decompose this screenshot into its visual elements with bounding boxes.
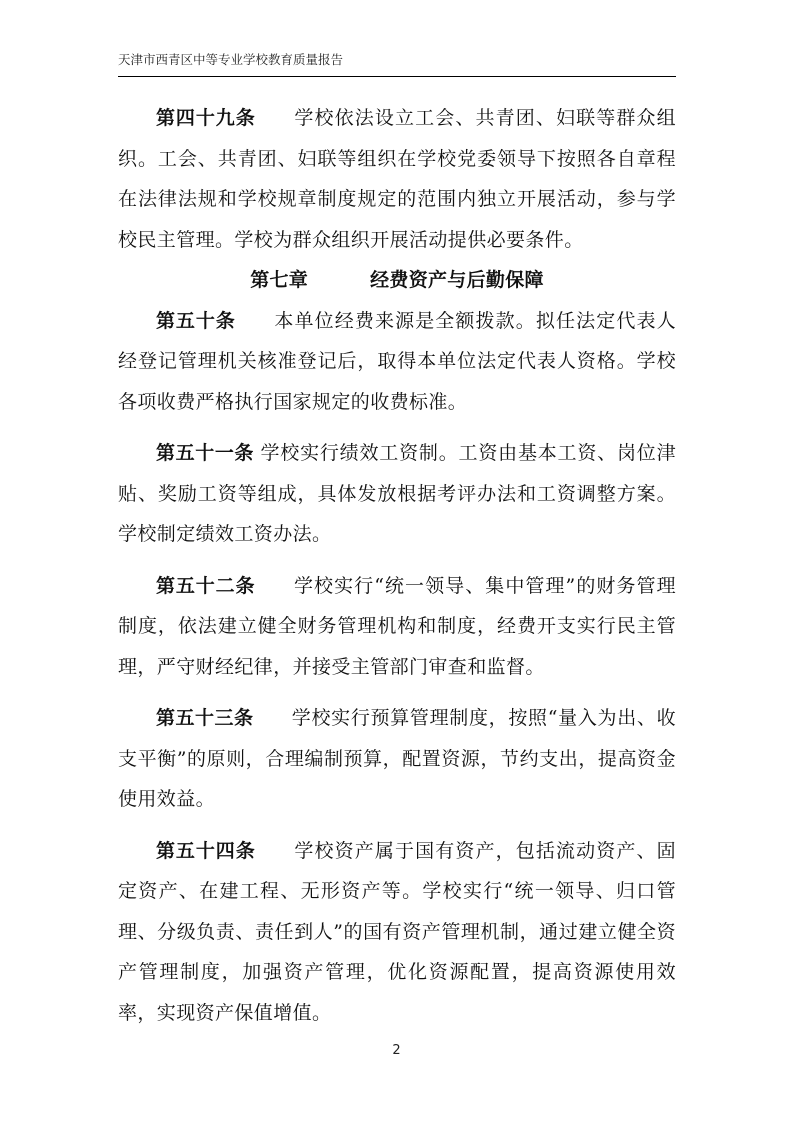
article-label: 第五十三条 [156,707,254,729]
page-header [118,50,676,77]
article-text: 学校资产属于国有资产，包括流动资产、固定资产、在建工程、无形资产等。学校实行“统一领导、归口管理、分级负责、责任到人”的国有资产管理机制，通过建立健全资产管理制度，加强资产管理，优化资源配置，提高资源使用效率，实现资产保值增值。 [118,839,676,1024]
article-text: 学校依法设立工会、共青团、妇联等群众组织。工会、共青团、妇联等组织在学校党委领导下按照各自章程在法律法规和学校规章制度规定的范围内独立开展活动，参与学校民主管理。学校为群众组织开展活动提供必要条件。 [118,107,676,251]
article-text: 本单位经费来源是全额拨款。拟任法定代表人经登记管理机关核准登记后，取得本单位法定代表人资格。学校各项收费严格执行国家规定的收费标准。 [118,309,676,413]
article-label: 第四十九条 [156,107,256,129]
page-number: 2 [392,1043,401,1058]
article-text: 学校实行绩效工资制。工资由基本工资、岗位津贴、奖励工资等组成，具体发放根据考评办法和工资调整方案。学校制定绩效工资办法。 [118,442,676,545]
chapter-heading [118,260,676,301]
chapter-number: 第七章 [250,269,309,291]
article-text: 学校实行预算管理制度，按照“量入为出、收支平衡”的原则，合理编制预算，配置资源，节约支出，提高资金使用效益。 [118,707,676,810]
article-51 [118,433,676,555]
article-53 [118,698,676,820]
article-label: 第五十一条 [156,442,255,464]
article-label: 第五十四条 [156,839,256,862]
article-49 [118,98,676,260]
article-50 [118,301,676,423]
article-54 [118,831,676,1034]
article-52 [118,566,676,688]
article-label: 第五十二条 [156,574,256,597]
chapter-title: 经费资产与后勤保障 [370,269,544,291]
header-title: 天津市西青区中等专业学校教育质量报告 [118,52,344,67]
article-label: 第五十条 [156,309,236,332]
document-body [118,98,676,1033]
article-text: 学校实行“统一领导、集中管理”的财务管理制度，依法建立健全财务管理机构和制度，经费开支实行民主管理，严守财经纪律，并接受主管部门审查和监督。 [118,574,676,678]
